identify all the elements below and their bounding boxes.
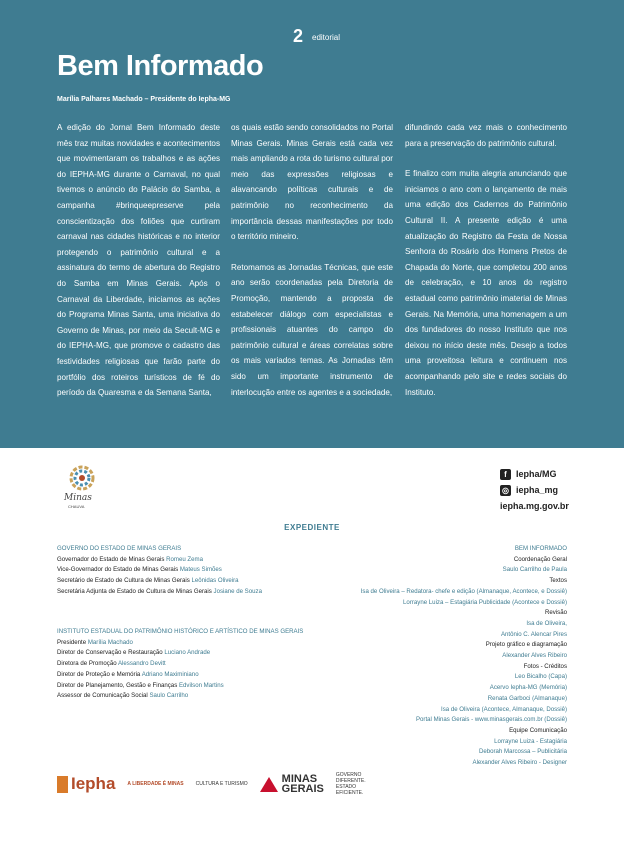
credit-line: Deborah Marcossa – Publicitária xyxy=(478,748,567,756)
credit-row xyxy=(57,565,262,576)
credit-name: Marília Machado xyxy=(87,638,133,646)
article-column-1 xyxy=(57,120,220,416)
credit-role: Diretor de Proteção e Memória xyxy=(57,670,141,678)
credit-role: Diretora de Promoção xyxy=(57,660,117,668)
credit-line: Lorrayne Luiza - Estagiária xyxy=(494,737,567,745)
credit-name: Edvilson Martins xyxy=(178,681,224,689)
credit-row xyxy=(57,648,303,659)
website-url: iepha.mg.gov.br xyxy=(500,501,569,511)
credit-name: Leônidas Oliveira xyxy=(191,577,239,585)
credit-line: Portal Minas Gerais - www.minasgerais.com.br (Dossiê) xyxy=(415,716,567,724)
liberdade-logo-text: A LIBERDADE É MINAS xyxy=(127,781,184,787)
secretaria-logo-text: CULTURA E TURISMO xyxy=(195,781,248,787)
iepha-logo xyxy=(57,774,115,794)
credit-row xyxy=(57,576,262,587)
instagram-link[interactable] xyxy=(500,482,569,498)
ichauva-logo xyxy=(54,460,114,510)
instagram-handle: iepha_mg xyxy=(516,485,559,495)
credit-line: Alexander Alves Ribeiro - Designer xyxy=(472,759,567,767)
page-number: 2 xyxy=(293,26,304,46)
credit-role: Presidente xyxy=(57,638,87,646)
minas-text: MINAS xyxy=(281,773,318,785)
credit-row xyxy=(57,670,303,681)
credit-line: Isa de Oliveira – Redatora- chefe e edição (Almanaque, Acontece, e Dossiê) xyxy=(360,587,567,595)
credit-role: Governador do Estado de Minas Gerais xyxy=(57,555,165,563)
credit-row xyxy=(57,587,262,598)
secretaria-logo xyxy=(196,781,248,787)
website-link[interactable] xyxy=(500,498,569,514)
ichauva-logo-subtext: CHAUVA xyxy=(68,504,85,509)
credit-name: Luciano Andrade xyxy=(164,649,211,657)
credit-role: Vice-Governador do Estado de Minas Gerais xyxy=(57,566,179,574)
credit-role: Diretor de Conservação e Restauração xyxy=(57,649,163,657)
credit-line: Antônio C. Alencar Pires xyxy=(500,630,567,638)
credit-line: Isa de Oliveira, xyxy=(526,619,567,627)
credit-line: Saulo Carrilho de Paula xyxy=(502,566,567,574)
article-column-3 xyxy=(405,120,567,415)
credit-name: Alessandro Devitt xyxy=(117,660,166,668)
credit-role: Diretor de Planejamento, Gestão e Finanças xyxy=(57,681,178,689)
iepha-mark-icon xyxy=(57,776,68,793)
credit-role: Secretária Adjunta de Estado de Cultura de Minas Gerais xyxy=(57,587,212,595)
paragraph: Retomamos as Jornadas Técnicas, que este ano serão coordenadas pela Diretoria de Promoção, mantendo a proposta de estabelecer diálogo com especialistas e profissionais atuantes do campo do patrimônio cultural e áreas correlatas sobre os mais variados temas. As Jornadas têm sido um importante instrumento de interlocução entre os agentes e a sociedade, xyxy=(231,262,393,397)
credit-row xyxy=(57,659,303,670)
credit-name: Saulo Carrilho xyxy=(149,692,189,700)
minas-gerais-logo xyxy=(260,774,324,794)
section-label: editorial xyxy=(312,33,341,42)
credit-line: Projeto gráfico e diagramação xyxy=(485,641,567,649)
paragraph: difundindo cada vez mais o conhecimento para a preservação do patrimônio cultural. xyxy=(405,123,567,148)
credit-line: Coordenação Geral xyxy=(513,555,567,563)
governo-slogan: GOVERNO DIFERENTE. ESTADO EFICIENTE. xyxy=(335,772,366,796)
credit-line: Lorrayne Luiza – Estagiária Publicidade (Acontece e Dossiê) xyxy=(403,598,567,606)
credit-name: Romeu Zema xyxy=(166,555,204,563)
credit-line: Leo Bicalho (Capa) xyxy=(514,673,567,681)
credit-line: Equipe Comunicação xyxy=(509,726,567,734)
credit-line: Acervo Iepha-MG (Memória) xyxy=(489,684,567,692)
social-links xyxy=(500,466,569,514)
government-heading: GOVERNO DO ESTADO DE MINAS GERAIS xyxy=(57,545,182,552)
iepha-logo-text: Iepha xyxy=(71,774,116,793)
institute-credits xyxy=(57,627,303,702)
ichauva-logo-text: Minas xyxy=(64,493,92,503)
credit-line: Alexander Alves Ribeiro xyxy=(502,652,567,660)
byline: Marília Palhares Machado – Presidente do Iepha-MG xyxy=(57,96,231,103)
facebook-handle: Iepha/MG xyxy=(516,469,557,479)
paragraph: os quais estão sendo consolidados no Portal Minas Gerais. Minas Gerais está cada vez mais ampliando a rota do turismo cultural por meio das expressões religiosas e alavancando políticas culturais e de patrimônio no reconhecimento da importância dessas manifestações por todo o território mineiro. xyxy=(231,123,393,242)
article-column-2 xyxy=(231,120,393,415)
paragraph: E finalizo com muita alegria anunciando que iniciamos o ano com o lançamento de mais uma edição dos Cadernos do Patrimônio Cultural II. A presente edição é uma atualização do Registro da Festa de Nossa Senhora do Rosário dos Homens Pretos de Chapada do Norte, que completou 200 anos de celebração, e 10 anos do registro estadual como patrimônio imaterial de Minas Gerais. Na Memória, uma homenagem a um dos fundadores do nosso Instituto que nos deixou no início deste mês. Desejo a todos uma proveitosa leitura e continuem nos acompanhando pelo site e redes sociais do Instituto. xyxy=(405,169,567,397)
credit-row xyxy=(57,681,303,692)
paragraph: A edição do Jornal Bem Informado deste mês traz muitas novidades e acontecimentos que movimentaram os trabalhos e as ações do IEPHA-MG durante o Carnaval, no qual tivemos o anúncio do Palácio do Samba, a campanha #brinqueepreserve pela conscientização dos foliões que curtiram carnaval nas cidades históricas e no interior protegendo o patrimônio cultural e a assinatura do termo de abertura do Registro do Samba em Minas Gerais. Após o Carnaval da Liberdade, iniciamos as ações do Programa Minas Santa, uma iniciativa do Governo de Minas, por meio da Secult-MG e do IEPHA-MG, que promove o cadastro das festividades religiosas que farão parte do portfólio dos roteiros turísticos de fé do período da Quaresma e da Semana Santa, xyxy=(57,123,220,398)
bem-informado-credits xyxy=(361,544,567,769)
credit-line: Isa de Oliveira (Acontece, Almanaque, Dossiê) xyxy=(441,705,567,713)
credit-row xyxy=(57,638,303,649)
credit-line: BEM INFORMADO xyxy=(514,545,567,552)
page-title: Bem Informado xyxy=(57,50,264,82)
footer-logos xyxy=(57,770,364,798)
credit-line: Revisão xyxy=(544,609,567,617)
credit-name: Josiane de Souza xyxy=(213,587,262,595)
gerais-text: GERAIS xyxy=(281,783,324,795)
credit-line: Renata Garboci (Almanaque) xyxy=(487,694,567,702)
facebook-link[interactable] xyxy=(500,466,569,482)
institute-heading: INSTITUTO ESTADUAL DO PATRIMÔNIO HISTÓRICO E ARTÍSTICO DE MINAS GERAIS xyxy=(57,628,304,635)
liberdade-logo xyxy=(127,781,183,787)
credit-name: Mateus Simões xyxy=(179,566,222,574)
credit-line: Fotos - Créditos xyxy=(523,662,567,670)
credit-role: Secretário de Estado de Cultura de Minas Gerais xyxy=(57,577,190,585)
instagram-icon: ◎ xyxy=(500,485,511,496)
minas-gerais-triangle-icon xyxy=(260,777,278,792)
credit-role: Assessor de Comunicação Social xyxy=(57,692,148,700)
credit-line: Textos xyxy=(549,577,567,585)
credit-name: Adriano Maximiniano xyxy=(141,670,199,678)
facebook-icon: f xyxy=(500,469,511,480)
credit-row xyxy=(57,555,262,566)
credit-row xyxy=(57,691,303,702)
government-credits xyxy=(57,544,262,598)
expediente-title: EXPEDIENTE xyxy=(284,523,340,532)
